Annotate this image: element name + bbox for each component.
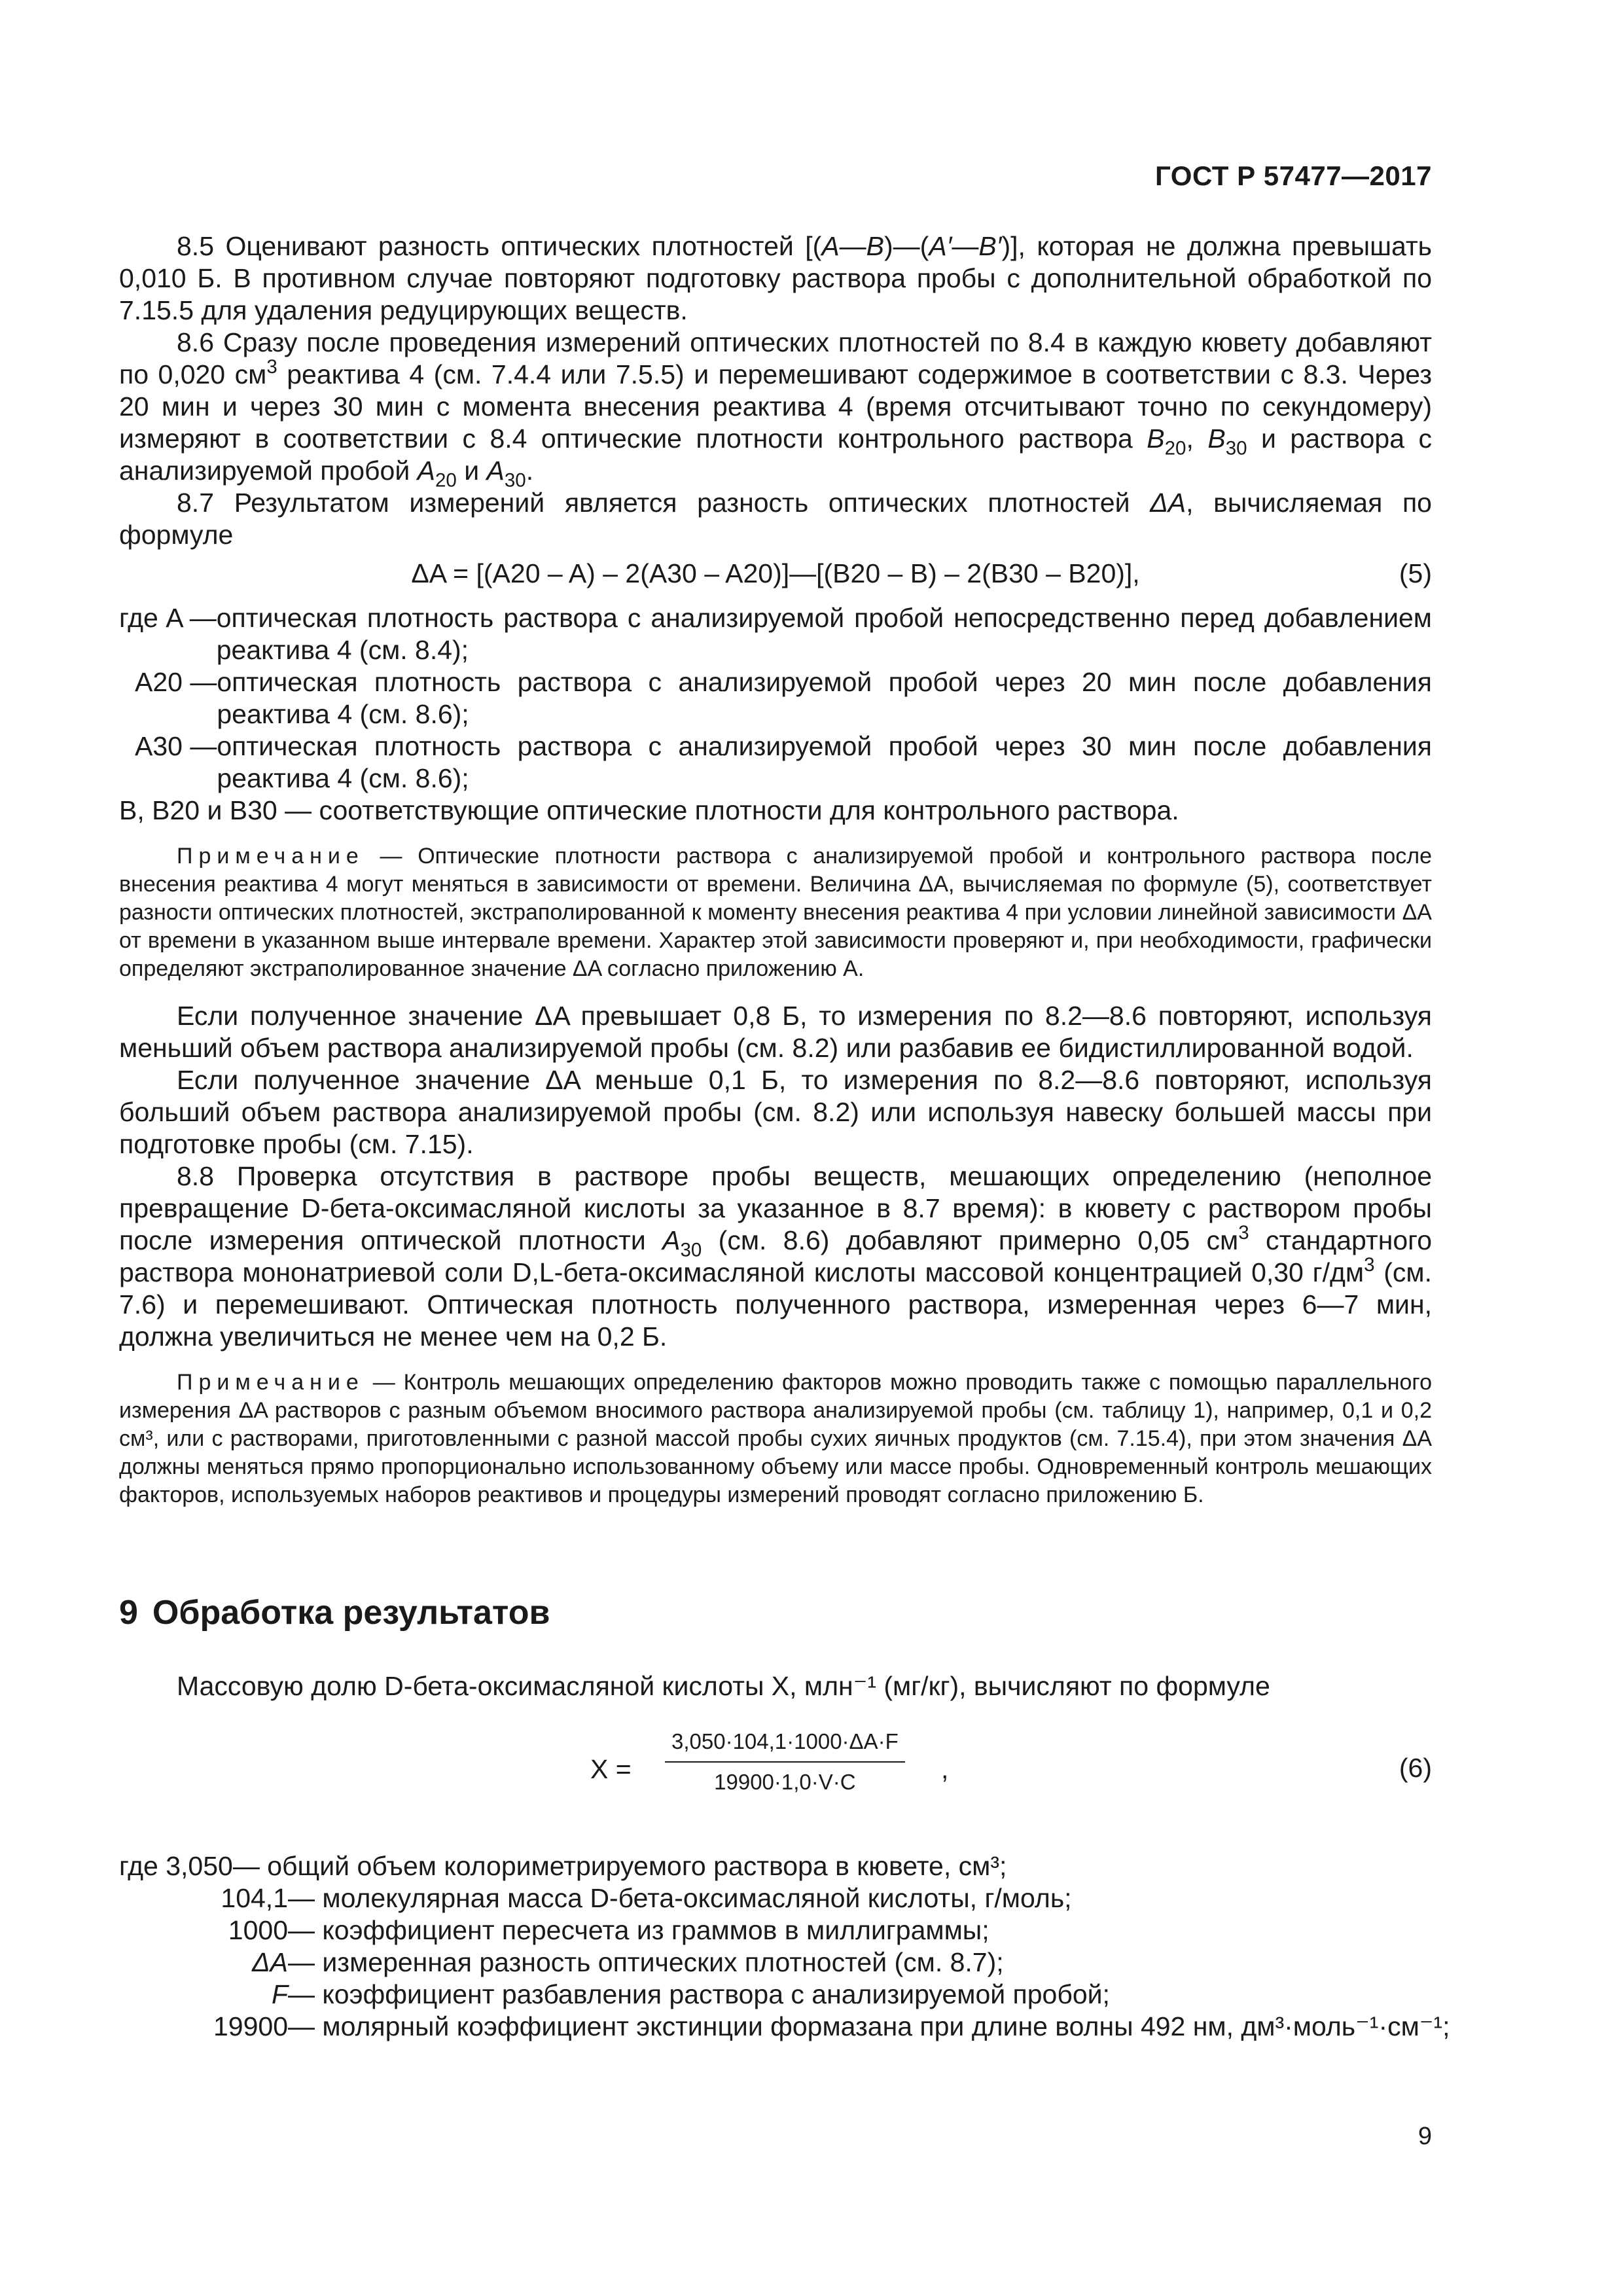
- legend-symbol: A20 —: [135, 667, 217, 697]
- legend-row: F — коэффициент разбавления раствора с анализируемой пробой;: [271, 1979, 1110, 2009]
- legend-row: [119, 602, 1432, 666]
- legend-row: ΔA — измеренная разность оптических плотностей (см. 8.7);: [252, 1947, 1004, 1977]
- page-number: 9: [1418, 2123, 1432, 2150]
- legend-definition: оптическая плотность раствора с анализируемой пробой через 30 мин после добавления реактива 4 (см. 8.6);: [217, 731, 1432, 793]
- legend-row: [119, 666, 1432, 730]
- legend-row: 19900 — молярный коэффициент экстинции формазана при длине волны 492 нм, дм³·моль⁻¹·см⁻¹;: [213, 2011, 1450, 2041]
- page-body: [119, 230, 1450, 2043]
- document-header: ГОСТ Р 57477—2017: [1155, 160, 1432, 191]
- legend-symbol: где A —: [119, 603, 217, 633]
- formula-6-fraction: [665, 1726, 905, 1795]
- formula-5-expression: ΔA = [(A20 – A) – 2(A30 – A20)]—[(B20 – B) – 2(B30 – B20)],: [411, 558, 1140, 588]
- formula-6-legend: [119, 1850, 1450, 2043]
- paragraph-if-above: Если полученное значение ΔA превышает 0,8 Б, то измерения по 8.2—8.6 повторяют, используя меньший объем раствора анализируемой пробы (см. 8.2) или разбавив ее бидистиллированной водой.: [119, 1001, 1432, 1063]
- legend-row: где 3,050 — общий объем колориметрируемого раствора в кювете, см³;: [119, 1851, 1007, 1881]
- formula-5: [119, 558, 1432, 597]
- formula-5-number: (5): [1399, 558, 1432, 588]
- formula-6-comma: ,: [941, 1754, 949, 1784]
- legend-row: B, B20 и B30 — соответствующие оптические плотности для контрольного раствора.: [119, 795, 1179, 825]
- section-9-title: 9 Обработка результатов: [119, 1594, 550, 1632]
- legend-definition: оптическая плотность раствора с анализируемой пробой через 20 мин после добавления реактива 4 (см. 8.6);: [217, 667, 1432, 729]
- paragraph-8-8: 8.8 Проверка отсутствия в растворе пробы веществ, мешающих определению (неполное превращение D-бета-оксимасляной кислоты за указанное в 8.7 время): в кювету с раствором пробы после измерения оптической плотности $A_{30}$ (см. 8.6) добавляют примерно 0,05 $см^3$ стандартного раствора мононатриевой соли D,L-бета-оксимасляной кислоты массовой концентрацией 0,30 $г/дм^3$ (см. 7.6) и перемешивают. Оптическая плотность полученного раствора, измеренная через 6—7 мин, должна увеличиться не менее чем на 0,2 Б.: [119, 1161, 1432, 1352]
- legend-row: 104,1 — молекулярная масса D-бета-оксимасляной кислоты, г/моль;: [221, 1883, 1072, 1913]
- note-label: Примечание: [177, 844, 365, 869]
- paragraph-8-7: 8.7 Результатом измерений является разность оптических плотностей ΔA, вычисляемая по формуле: [119, 488, 1432, 550]
- paragraph-8-6: 8.6 Сразу после проведения измерений оптических плотностей по 8.4 в каждую кювету добавляют по 0,020 $см^3$ реактива 4 (см. 7.4.4 или 7.5.5) и перемешивают содержимое в соответствии с 8.3. Через 20 мин и через 30 мин с момента внесения реактива 4 (время отсчитывают точно по секундомеру) измеряют в соответствии с 8.4 оптические плотности контрольного раствора $B_{20}$, $B_{30}$ и раствора с анализируемой пробой $A_{20}$ и $A_{30}$.: [119, 327, 1432, 492]
- note-text: — Контроль мешающих определению факторов можно проводить также с помощью параллельного измерения ΔA растворов с разным объемом вносимого раствора анализируемой пробы (см. таблицу 1), например, 0,1 и 0,2 см³, или с растворами, приготовленными с разной массой пробы сухих яичных продуктов (см. 7.15.4), при этом значения ΔA должны меняться прямо пропорционально использованному объему или массе пробы. Одновременный контроль мешающих факторов, используемых наборов реактивов и процедуры измерений проводят согласно приложению Б.: [119, 1370, 1432, 1507]
- formula-5-legend: [119, 602, 1432, 827]
- paragraph-8-5: 8.5 Оценивают разность оптических плотностей [(A—B)—(A′—B′)], которая не должна превышать 0,010 Б. В противном случае повторяют подготовку раствора пробы с дополнительной обработкой по 7.15.5 для удаления редуцирующих веществ.: [119, 231, 1433, 325]
- formula-6-denominator: 19900·1,0·V·C: [714, 1770, 856, 1794]
- legend-symbol: A30 —: [135, 731, 217, 761]
- note-label: Примечание: [177, 1370, 365, 1395]
- formula-6-lhs: X =: [590, 1754, 632, 1784]
- formula-6: [119, 1726, 1432, 1818]
- note-text: — Оптические плотности раствора с анализируемой пробой и контрольного раствора после внесения реактива 4 могут меняться в зависимости от времени. Величина ΔA, вычисляемая по формуле (5), соответствует разности оптических плотностей, экстраполированной к моменту внесения реактива 4 при условии линейной зависимости ΔA от времени в указанном выше интервале времени. Характер этой зависимости проверяют и, при необходимости, графически определяют экстраполированное значение ΔA согласно приложению А.: [119, 844, 1433, 981]
- formula-6-numerator: 3,050·104,1·1000·ΔA·F: [665, 1726, 905, 1763]
- section-9-intro: Массовую долю D-бета-оксимасляной кислоты X, млн⁻¹ (мг/кг), вычисляют по формуле: [177, 1671, 1270, 1701]
- legend-row: 1000 — коэффициент пересчета из граммов в миллиграммы;: [228, 1915, 990, 1945]
- legend-row: [119, 730, 1432, 795]
- paragraph-if-below: Если полученное значение ΔA меньше 0,1 Б, то измерения по 8.2—8.6 повторяют, используя больший объем раствора анализируемой пробы (см. 8.2) или используя навеску большей массы при подготовке пробы (см. 7.15).: [119, 1065, 1432, 1159]
- formula-6-number: (6): [1399, 1753, 1432, 1783]
- note-1: [119, 842, 1432, 983]
- note-2: [119, 1369, 1432, 1509]
- legend-definition: оптическая плотность раствора с анализируемой пробой непосредственно перед добавлением реактива 4 (см. 8.4);: [216, 603, 1432, 665]
